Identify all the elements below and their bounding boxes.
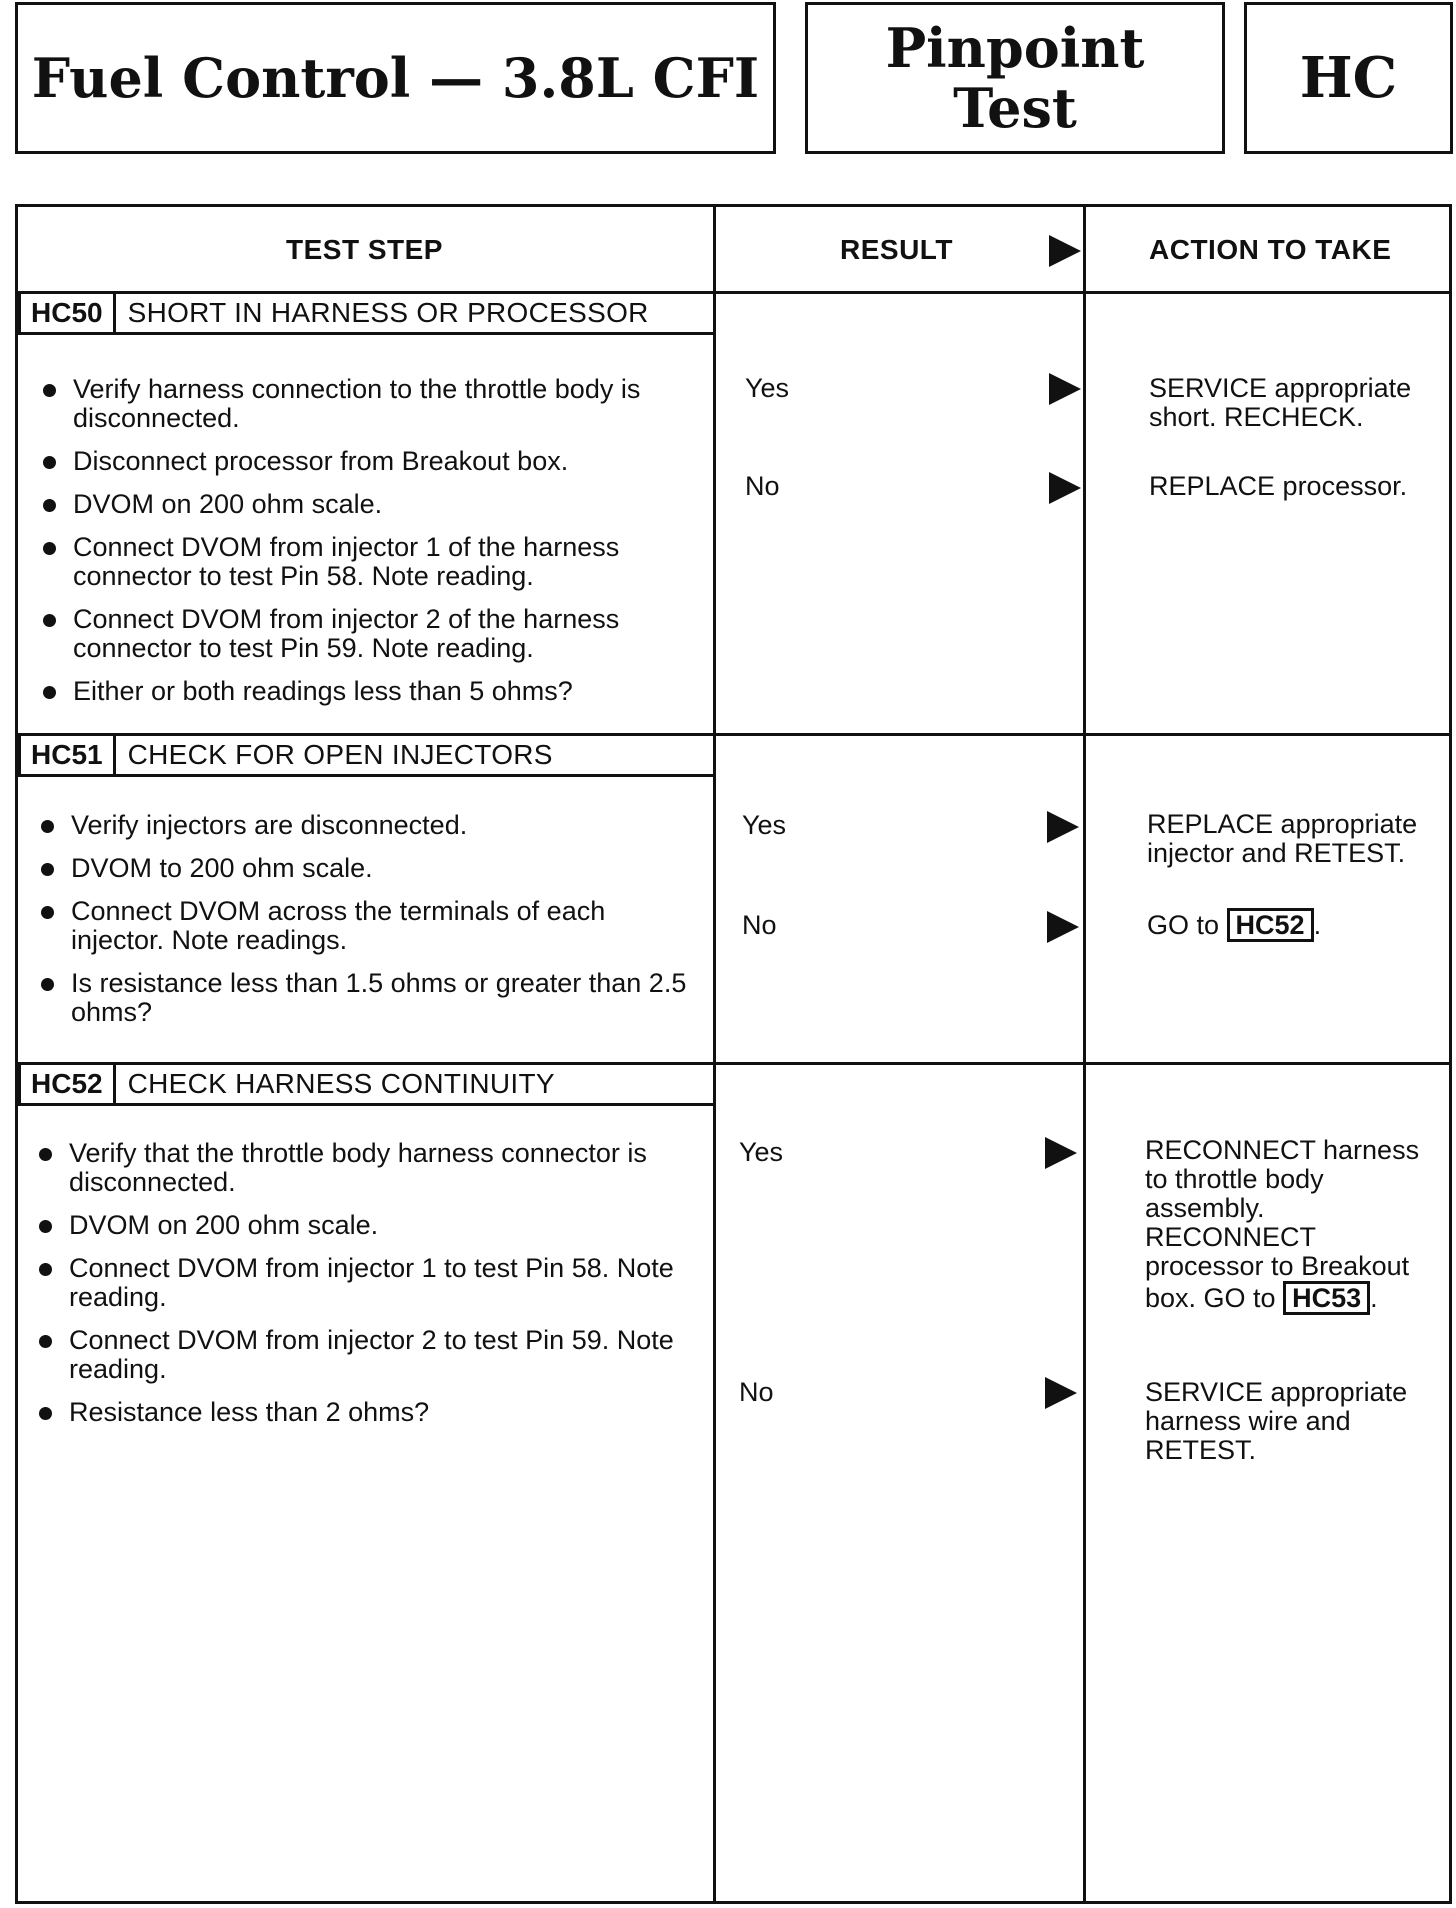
- instruction-item: Is resistance less than 1.5 ohms or greater than 2.5 ohms?: [39, 969, 703, 1027]
- instruction-item: Verify that the throttle body harness connector is disconnected.: [37, 1139, 701, 1197]
- pinpoint-test-table: [15, 204, 1452, 1904]
- step-code: HC51: [21, 736, 116, 774]
- column-header-test-step: TEST STEP: [286, 234, 443, 265]
- result-no: No: [745, 471, 780, 501]
- pinpoint-label-line2: Test: [953, 76, 1077, 140]
- arrow-right-icon: [1047, 811, 1079, 843]
- step-header-hc51: [18, 733, 716, 777]
- column-header-action: ACTION TO TAKE: [1149, 234, 1392, 265]
- arrow-right-icon: [1049, 373, 1081, 405]
- action-text: REPLACE appropriate injector and RETEST.: [1147, 809, 1418, 868]
- arrow-right-icon: [1047, 911, 1079, 943]
- result-no: No: [739, 1377, 774, 1407]
- action-text: SERVICE appropriate short. RECHECK.: [1149, 373, 1412, 432]
- page-title: Fuel Control — 3.8L CFI: [15, 2, 776, 154]
- action-prefix: GO to: [1147, 910, 1220, 940]
- instruction-item: Connect DVOM from injector 2 to test Pin 59. Note reading.: [37, 1326, 701, 1384]
- arrow-right-icon: [1045, 1137, 1077, 1169]
- result-yes: Yes: [745, 373, 790, 403]
- step-reference-link[interactable]: HC53: [1283, 1281, 1370, 1315]
- step-code: HC50: [21, 294, 116, 332]
- action-text: SERVICE appropriate harness wire and RETEST.: [1145, 1377, 1408, 1465]
- step-title: CHECK FOR OPEN INJECTORS: [127, 739, 553, 770]
- instruction-item: DVOM on 200 ohm scale.: [41, 490, 701, 519]
- instruction-item: Connect DVOM from injector 1 of the harness connector to test Pin 58. Note reading.: [41, 533, 701, 591]
- action-text: REPLACE processor.: [1149, 471, 1408, 501]
- action-prefix: RECONNECT harness to throttle body assembly. RECONNECT processor to Breakout box. GO to: [1145, 1135, 1420, 1313]
- instruction-item: Verify harness connection to the throttle body is disconnected.: [41, 375, 701, 433]
- column-header-result: RESULT: [840, 234, 953, 265]
- column-divider-result: [713, 207, 716, 1901]
- instruction-item: Connect DVOM across the terminals of each injector. Note readings.: [39, 897, 703, 955]
- step-title: CHECK HARNESS CONTINUITY: [127, 1068, 555, 1099]
- pinpoint-test-label: [805, 2, 1225, 154]
- step-reference-link[interactable]: HC52: [1227, 908, 1314, 942]
- action-suffix: .: [1313, 910, 1322, 940]
- step-instructions-hc50: [41, 375, 701, 720]
- step-header-hc50: [18, 291, 716, 335]
- step-instructions-hc52: [37, 1139, 701, 1441]
- action-text: [1147, 908, 1439, 942]
- action-text: [1145, 1136, 1437, 1315]
- step-instructions-hc51: [39, 811, 703, 1041]
- step-title: SHORT IN HARNESS OR PROCESSOR: [127, 297, 649, 328]
- instruction-item: Connect DVOM from injector 2 of the harness connector to test Pin 59. Note reading.: [41, 605, 701, 663]
- pinpoint-label-line1: Pinpoint: [885, 16, 1145, 80]
- instruction-item: Either or both readings less than 5 ohms?: [41, 677, 701, 706]
- instruction-item: DVOM to 200 ohm scale.: [39, 854, 703, 883]
- column-divider-action: [1083, 207, 1086, 1901]
- result-no: No: [742, 910, 777, 940]
- arrow-right-icon: [1045, 1377, 1077, 1409]
- action-suffix: .: [1370, 1283, 1378, 1313]
- result-yes: Yes: [742, 810, 787, 840]
- instruction-item: Resistance less than 2 ohms?: [37, 1398, 701, 1427]
- instruction-item: Connect DVOM from injector 1 to test Pin 58. Note reading.: [37, 1254, 701, 1312]
- test-code-label: HC: [1244, 2, 1453, 154]
- instruction-item: DVOM on 200 ohm scale.: [37, 1211, 701, 1240]
- step-header-hc52: [18, 1062, 716, 1106]
- instruction-item: Disconnect processor from Breakout box.: [41, 447, 701, 476]
- instruction-item: Verify injectors are disconnected.: [39, 811, 703, 840]
- step-code: HC52: [21, 1065, 116, 1103]
- arrow-right-icon: [1049, 235, 1081, 267]
- arrow-right-icon: [1049, 472, 1081, 504]
- result-yes: Yes: [739, 1137, 784, 1167]
